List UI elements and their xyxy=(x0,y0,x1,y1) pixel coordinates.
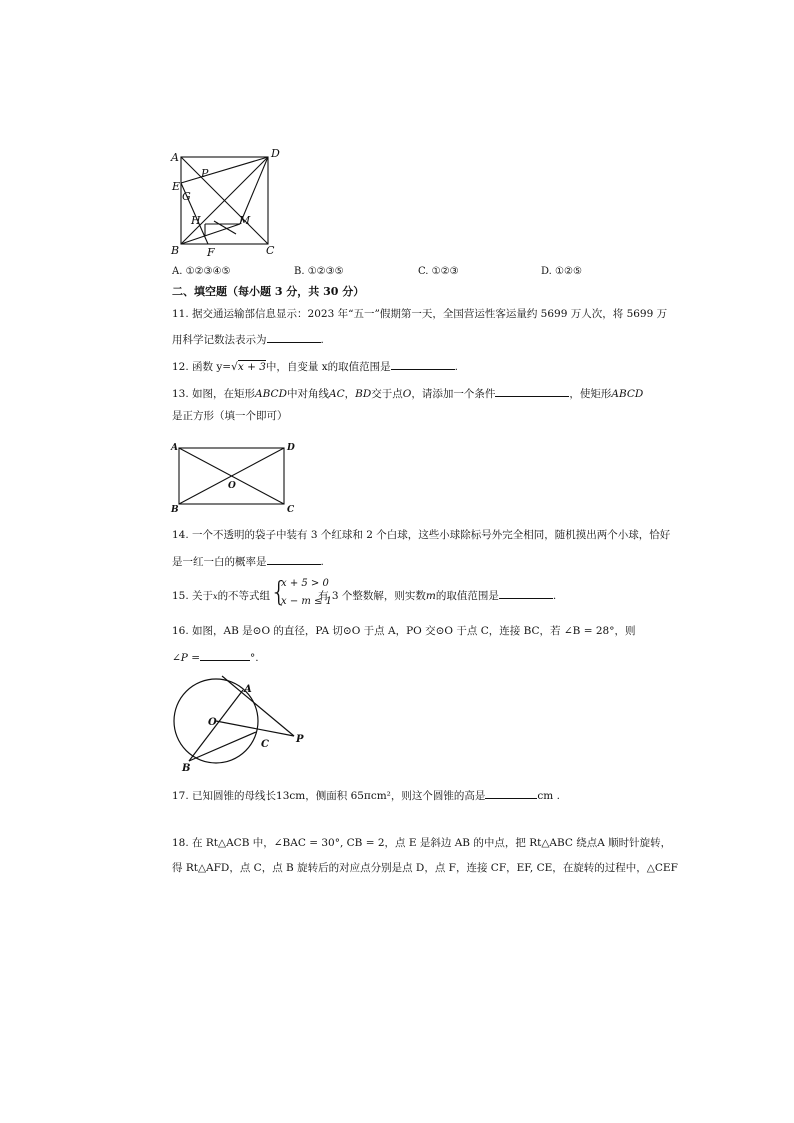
q13-bd: BD xyxy=(355,388,372,400)
label-H: H xyxy=(191,214,201,227)
q12-line xyxy=(172,358,458,374)
q14-line2 xyxy=(172,553,324,569)
q15-line xyxy=(172,587,556,604)
q11-line1: 11. 据交通运输部信息显示：2023 年“五一”假期第一天，全国营运性客运量约 5699 万人次，将 5699 万 xyxy=(172,308,668,320)
q16-line2 xyxy=(172,649,259,665)
system-brace: { xyxy=(270,575,288,608)
label-M: M xyxy=(239,214,251,227)
q18-line2: 得 Rt△AFD，点 C，点 B 旋转后的对应点分别是点 D，点 F，连接 CF，EF, CE，在旋转的过程中，△CEF xyxy=(172,862,678,874)
q15-answer-blank[interactable] xyxy=(499,587,553,599)
q14-period: . xyxy=(320,556,324,568)
option-c: C. ①②③ xyxy=(418,266,459,277)
circle-label-P: P xyxy=(296,734,304,745)
q15-text-d: 的取值范围是 xyxy=(435,590,499,602)
q13-text-c: 交于点 xyxy=(371,388,403,400)
q15-text-b: 的不等式组 xyxy=(217,590,271,602)
circle-label-B: B xyxy=(182,763,191,774)
q13-text-d: ，请添加一个条件 xyxy=(411,388,496,400)
q12-answer-blank[interactable] xyxy=(391,358,455,370)
q15-ineq-1: x + 5 > 0 xyxy=(281,578,329,589)
q12-period: . xyxy=(454,361,458,373)
q13-text-e: ，使矩形 xyxy=(569,388,612,400)
sqrt-sign: √ xyxy=(231,361,238,373)
rect-label-D: D xyxy=(287,443,295,453)
rect-label-B: B xyxy=(171,505,179,514)
label-P: P xyxy=(201,167,209,180)
q14-line1: 14. 一个不透明的袋子中装有 3 个红球和 2 个白球，这些小球除标号外完全相同，随机摸出两个小球，恰好 xyxy=(172,529,671,541)
q16-answer-blank[interactable] xyxy=(200,649,250,661)
circle-label-C: C xyxy=(261,739,269,750)
label-B: B xyxy=(171,244,180,257)
q13-abcd: ABCD xyxy=(255,388,287,400)
section-heading: 二、填空题（每小题 3 分，共 30 分） xyxy=(172,285,365,298)
rect-label-O: O xyxy=(228,481,236,491)
label-C: C xyxy=(266,244,275,257)
rect-label-A: A xyxy=(171,443,178,453)
label-F: F xyxy=(207,246,215,258)
option-a: A. ①②③④⑤ xyxy=(172,266,231,277)
q15-ineq-2: x − m ≤ 1 xyxy=(281,596,332,607)
option-b: B. ①②③⑤ xyxy=(294,266,344,277)
q13-line1 xyxy=(172,385,643,401)
rectangle-figure xyxy=(166,438,302,514)
q12-text-a: 12. 函数 y= xyxy=(172,361,232,373)
q11-line2 xyxy=(172,331,324,347)
circle-label-A: A xyxy=(244,684,252,695)
q16-text: ∠P = xyxy=(172,652,200,664)
q17-answer-blank[interactable] xyxy=(485,787,537,799)
rect-label-C: C xyxy=(287,505,295,514)
q13-ac: AC xyxy=(329,388,345,400)
q13-abcd2: ABCD xyxy=(611,388,644,400)
label-D: D xyxy=(271,147,280,160)
label-A: A xyxy=(171,151,179,164)
circle-label-O: O xyxy=(208,717,217,728)
q13-line2: 是正方形（填一个即可） xyxy=(172,410,288,422)
label-E: E xyxy=(172,180,181,193)
q12-radicand: x + 3 xyxy=(237,361,266,373)
circle-figure xyxy=(166,672,312,774)
q17-unit: cm . xyxy=(537,790,560,802)
q12-text-b: 中，自变量 x的取值范围是 xyxy=(265,361,391,373)
q11-period: . xyxy=(320,334,324,346)
q13-text-b: 中对角线 xyxy=(287,388,329,400)
q15-text-e: . xyxy=(552,590,557,602)
q16-line1: 16. 如图，AB 是⊙O 的直径，PA 切⊙O 于点 A，PO 交⊙O 于点 C，连接 BC，若 ∠B = 28°，则 xyxy=(172,625,636,637)
q14-answer-blank[interactable] xyxy=(267,553,321,565)
q13-answer-blank[interactable] xyxy=(495,385,569,397)
q13-o: O xyxy=(402,388,412,400)
q15-text-a: 15. 关于 xyxy=(172,590,214,602)
label-G: G xyxy=(182,190,191,203)
square-figure xyxy=(166,146,286,258)
q18-line1: 18. 在 Rt△ACB 中，∠BAC = 30°, CB = 2，点 E 是斜边 AB 的中点，把 Rt△ABC 绕点A 顺时针旋转， xyxy=(172,837,672,849)
q17-line xyxy=(172,787,560,803)
q17-text: 17. 已知圆锥的母线长13cm，侧面积 65πcm²，则这个圆锥的高是 xyxy=(172,790,486,802)
q13-text-a: 13. 如图，在矩形 xyxy=(172,388,256,400)
q11-answer-blank[interactable] xyxy=(267,331,321,343)
q14-text: 是一红一白的概率是 xyxy=(172,556,267,568)
q15-x: x xyxy=(213,592,218,601)
q13-comma: ， xyxy=(344,388,356,400)
q16-degree: °. xyxy=(250,652,259,664)
option-d: D. ①②⑤ xyxy=(541,266,582,277)
q11-text: 用科学记数法表示为 xyxy=(172,334,267,346)
q15-text-c: 有 3 个整数解，则实数 xyxy=(318,590,426,602)
q15-m: m xyxy=(425,590,436,602)
